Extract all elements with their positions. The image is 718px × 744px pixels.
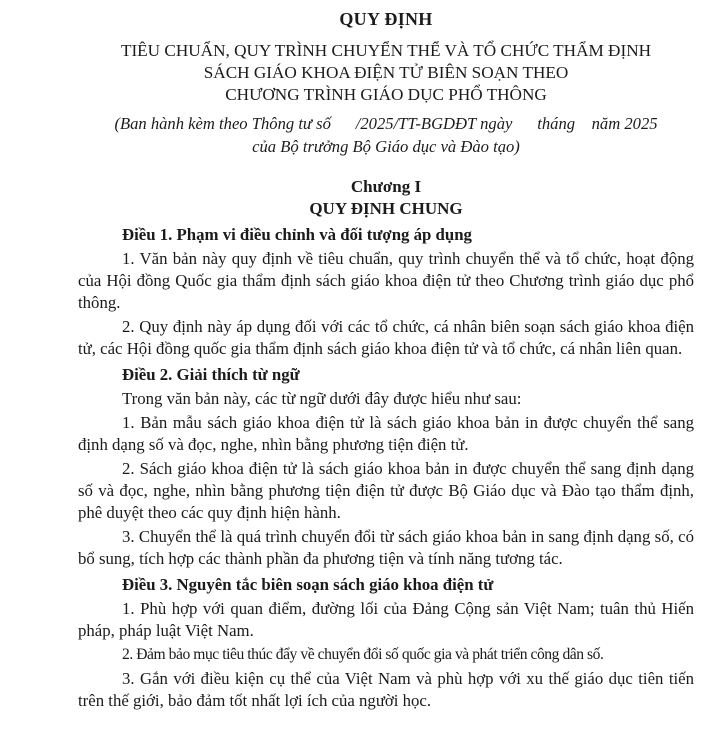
article-3 [78, 574, 694, 712]
issuance-note [78, 112, 694, 158]
doc-title [78, 40, 694, 106]
paragraph: 3. Chuyển thể là quá trình chuyển đổi từ sách giáo khoa bản in sang định dạng số, có bổ sung, tích hợp các thành phần đa phương tiện và tính năng tương tác. [78, 527, 694, 568]
paragraph: 2. Sách giáo khoa điện tử là sách giáo khoa bản in được chuyển thể sang định dạng số và đọc, nghe, nhìn bằng phương tiện điện tử được Bộ Giáo dục và Đào tạo thẩm định, phê duyệt theo các quy định hiện hành. [78, 459, 694, 522]
paragraph: 1. Phù hợp với quan điểm, đường lối của Đảng Cộng sản Việt Nam; tuân thủ Hiến pháp, pháp luật Việt Nam. [78, 599, 694, 640]
issuance-note-line-2: của Bộ trưởng Bộ Giáo dục và Đào tạo) [252, 137, 520, 156]
paragraph: 1. Bản mẫu sách giáo khoa điện tử là sách giáo khoa bản in được chuyển thể sang định dạng số và đọc, nghe, nhìn bằng phương tiện điện tử. [78, 413, 694, 454]
chapter-number: Chương I [350, 177, 422, 196]
paragraph: 1. Văn bản này quy định về tiêu chuẩn, quy trình chuyển thể và tổ chức, hoạt động của Hội đồng Quốc gia thẩm định sách giáo khoa điện tử theo Chương trình giáo dục phổ thông. [78, 249, 694, 312]
paragraph: 3. Gắn với điều kiện cụ thể của Việt Nam và phù hợp với xu thế giáo dục tiên tiến trên thế giới, bảo đảm tốt nhất lợi ích của người học. [78, 669, 694, 710]
issuance-note-line-1: (Ban hành kèm theo Thông tư số /2025/TT-BGDĐT ngày tháng năm 2025 [114, 114, 658, 133]
paragraph: 2. Đảm bảo mục tiêu thúc đẩy về chuyển đổi số quốc gia và phát triển công dân số. [122, 646, 604, 663]
article-1 [78, 224, 694, 360]
doc-title-line-3: CHƯƠNG TRÌNH GIÁO DỤC PHỔ THÔNG [225, 85, 547, 104]
chapter-heading [78, 176, 694, 220]
article-heading: Điều 1. Phạm vi điều chỉnh và đối tượng áp dụng [122, 225, 472, 244]
article-2 [78, 364, 694, 570]
doc-title-line-2: SÁCH GIÁO KHOA ĐIỆN TỬ BIÊN SOẠN THEO [203, 63, 569, 82]
doc-type-heading: QUY ĐỊNH [339, 9, 433, 29]
paragraph: Trong văn bản này, các từ ngữ dưới đây được hiểu như sau: [122, 389, 522, 408]
paragraph: 2. Quy định này áp dụng đối với các tổ chức, cá nhân biên soạn sách giáo khoa điện tử, các Hội đồng quốc gia thẩm định sách giáo khoa điện tử và tổ chức, cá nhân liên quan. [78, 317, 694, 358]
article-heading: Điều 3. Nguyên tắc biên soạn sách giáo khoa điện tử [122, 575, 494, 594]
chapter-title: QUY ĐỊNH CHUNG [309, 199, 463, 218]
article-heading: Điều 2. Giải thích từ ngữ [122, 365, 300, 384]
doc-title-line-1: TIÊU CHUẨN, QUY TRÌNH CHUYỂN THỂ VÀ TỔ CHỨC THẨM ĐỊNH [120, 41, 652, 60]
